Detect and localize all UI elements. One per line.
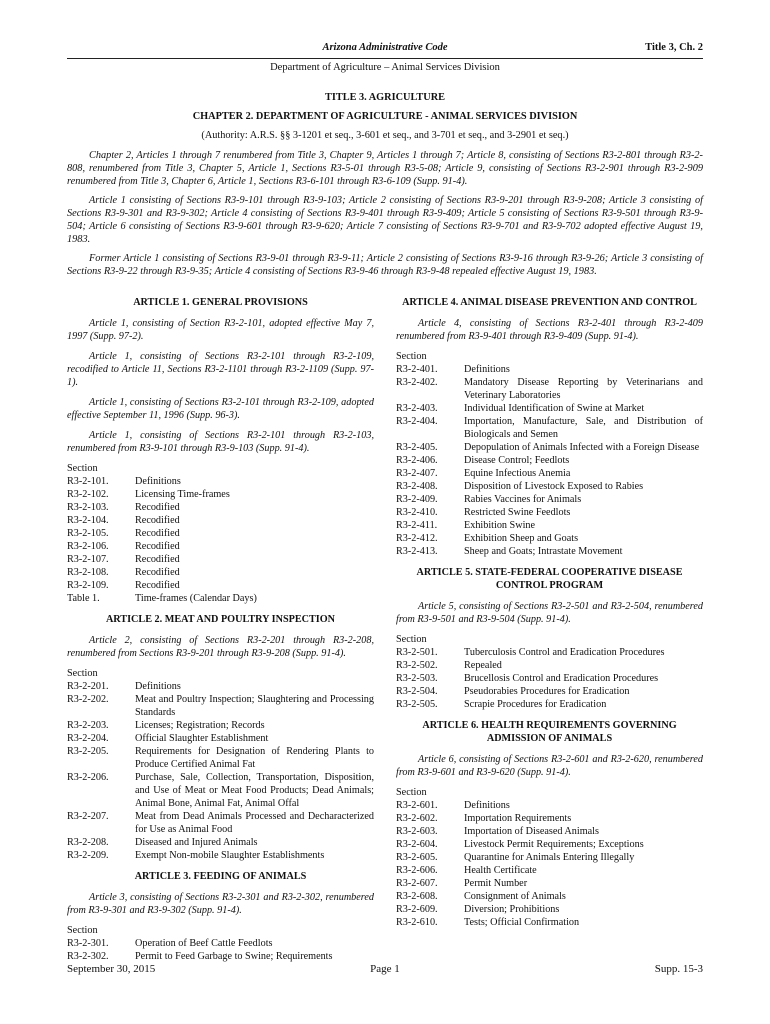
section-label: Section [67,668,98,679]
section-number: R3-2-607. [396,878,438,889]
section-title: Diversion; Prohibitions [464,904,560,915]
section-title: Exhibition Sheep and Goats [464,533,579,544]
section-number: R3-2-302. [67,951,109,962]
section-title: Importation of Diseased Animals [464,826,599,837]
department-line: Department of Agriculture – Animal Services Division [270,62,500,73]
section-title: Permit to Feed Garbage to Swine; Requirements [135,951,333,962]
section-number: R3-2-208. [67,837,109,848]
right-column [396,296,703,937]
section-title: Mandatory Disease Reporting by Veterinarians and Veterinary Laboratories [464,377,703,401]
section-title: Requirements for Designation of Rendering Plants to Produce Certified Animal Fat [135,746,374,770]
section-title: Brucellosis Control and Eradication Procedures [464,673,659,684]
section-title: Exhibition Swine [464,520,536,531]
section-number: R3-2-606. [396,865,438,876]
section-row [396,890,703,903]
section-number: R3-2-407. [396,468,438,479]
section-row [396,493,703,506]
section-number: R3-2-502. [396,660,438,671]
section-row [396,825,703,838]
section-row [67,553,374,566]
article-note: Article 1, consisting of Sections R3-2-101 through R3-2-103, renumbered from R3-9-101 through R3-9-103 (Supp. 91-4). [67,430,374,454]
section-row [396,916,703,929]
section-number: R3-2-203. [67,720,109,731]
section-row [396,659,703,672]
section-label: Section [67,463,98,474]
section-number: R3-2-104. [67,515,109,526]
section-row [396,864,703,877]
running-header [67,42,703,59]
article-heading: ARTICLE 5. STATE-FEDERAL COOPERATIVE DISEASE CONTROL PROGRAM [416,567,683,591]
section-title: Depopulation of Animals Infected with a Foreign Disease [464,442,700,453]
section-row [396,672,703,685]
section-row [67,475,374,488]
section-number: R3-2-201. [67,681,109,692]
article-note: Article 1, consisting of Section R3-2-101, adopted effective May 7, 1997 (Supp. 97-2). [67,318,374,342]
section-title: Pseudorabies Procedures for Eradication [464,686,630,697]
section-title: Meat from Dead Animals Processed and Decharacterized for Use as Animal Food [135,811,374,835]
section-title: Permit Number [464,878,528,889]
section-title: Definitions [464,800,510,811]
editorial-note: Former Article 1 consisting of Sections R3-9-01 through R3-9-11; Article 2 consisting of Sections R3-9-16 through R3-9-26; Article 3 consisting of Sections R3-9-22 through R3-9-35; Article 4 consisting of Sections R3-9-46 through R3-9-48 repealed effective August 19, 1983. [67,253,703,277]
section-row [67,514,374,527]
section-row [67,836,374,849]
section-title: Licenses; Registration; Records [135,720,265,731]
article-heading: ARTICLE 3. FEEDING OF ANIMALS [134,871,307,882]
section-row [396,685,703,698]
authority-line: (Authority: A.R.S. §§ 3-1201 et seq., 3-601 et seq., and 3-701 et seq., and 3-2901 et seq.) [201,130,569,141]
section-title: Purchase, Sale, Collection, Transportation, Disposition, and Use of Meat or Meat Food Products; Dead Animals; Animal Bone, Animal Fat, Animal Offal [135,772,374,809]
section-title: Rabies Vaccines for Animals [464,494,582,505]
section-number: R3-2-301. [67,938,109,949]
section-title: Importation Requirements [464,813,572,824]
section-number: R3-2-202. [67,694,109,705]
section-title: Recodified [135,580,180,591]
section-title: Operation of Beef Cattle Feedlots [135,938,273,949]
section-title: Recodified [135,502,180,513]
section-title: Tuberculosis Control and Eradication Procedures [464,647,665,658]
article-heading: ARTICLE 6. HEALTH REQUIREMENTS GOVERNING ADMISSION OF ANIMALS [422,720,677,744]
section-number: R3-2-505. [396,699,438,710]
section-title: Restricted Swine Feedlots [464,507,571,518]
section-title: Consignment of Animals [464,891,566,902]
title-heading: TITLE 3. AGRICULTURE [324,92,446,103]
section-title: Definitions [464,364,510,375]
section-list [67,937,374,963]
section-number: R3-2-206. [67,772,109,783]
section-number: R3-2-101. [67,476,109,487]
section-row [67,950,374,963]
section-number: R3-2-605. [396,852,438,863]
section-row [67,488,374,501]
section-number: R3-2-409. [396,494,438,505]
section-title: Equine Infectious Anemia [464,468,571,479]
section-title: Individual Identification of Swine at Market [464,403,645,414]
section-row [67,527,374,540]
section-row [67,937,374,950]
code-title: Arizona Administrative Code [322,42,448,53]
section-title: Disposition of Livestock Exposed to Rabies [464,481,644,492]
section-row [396,545,703,558]
section-title: Time-frames (Calendar Days) [135,593,257,604]
section-row [396,506,703,519]
section-row [396,454,703,467]
section-row [396,698,703,711]
section-number: R3-2-408. [396,481,438,492]
section-row [396,838,703,851]
section-number: R3-2-106. [67,541,109,552]
section-title: Definitions [135,476,181,487]
supplement-number: Supp. 15-3 [654,963,703,975]
section-row [396,812,703,825]
section-number: R3-2-503. [396,673,438,684]
section-title: Exempt Non-mobile Slaughter Establishments [135,850,325,861]
section-number: R3-2-411. [396,520,438,531]
section-number: R3-2-105. [67,528,109,539]
section-number: R3-2-609. [396,904,438,915]
section-title: Recodified [135,528,180,539]
section-list [396,363,703,558]
section-row [67,745,374,771]
section-number: R3-2-602. [396,813,438,824]
article-note: Article 1, consisting of Sections R3-2-101 through R3-2-109, adopted effective September 11, 1996 (Supp. 96-3). [67,397,374,421]
article-note: Article 4, consisting of Sections R3-2-401 through R3-2-409 renumbered from R3-9-401 through R3-9-409 (Supp. 91-4). [396,318,703,342]
section-title: Tests; Official Confirmation [464,917,580,928]
section-row [67,579,374,592]
article-note: Article 3, consisting of Sections R3-2-301 and R3-2-302, renumbered from R3-9-301 and R3-9-302 (Supp. 91-4). [67,892,374,916]
section-row [396,441,703,454]
section-number: R3-2-604. [396,839,438,850]
article-note: Article 2, consisting of Sections R3-2-201 through R3-2-208, renumbered from Sections R3-9-201 through R3-9-208 (Supp. 91-4). [67,635,374,659]
section-title: Health Certificate [464,865,537,876]
section-row [67,501,374,514]
section-label: Section [67,925,98,936]
section-list [396,646,703,711]
section-row [396,480,703,493]
section-row [67,849,374,862]
article-heading: ARTICLE 2. MEAT AND POULTRY INSPECTION [105,614,336,625]
section-number: R3-2-501. [396,647,438,658]
section-number: R3-2-404. [396,416,438,427]
section-number: R3-2-603. [396,826,438,837]
section-title: Disease Control; Feedlots [464,455,570,466]
section-list [67,680,374,862]
section-title: Meat and Poultry Inspection; Slaughtering and Processing Standards [135,694,374,718]
page-number: Page 1 [370,963,400,975]
section-title: Sheep and Goats; Intrastate Movement [464,546,623,557]
footer-date: September 30, 2015 [67,963,156,975]
section-row [396,646,703,659]
section-title: Recodified [135,515,180,526]
section-row [396,851,703,864]
section-number: R3-2-504. [396,686,438,697]
section-title: Recodified [135,567,180,578]
section-number: R3-2-608. [396,891,438,902]
article-heading: ARTICLE 1. GENERAL PROVISIONS [133,297,308,308]
section-row [396,402,703,415]
section-row [67,732,374,745]
section-title: Diseased and Injured Animals [135,837,258,848]
section-row [67,592,374,605]
section-number: R3-2-108. [67,567,109,578]
section-label: Section [396,351,427,362]
article-note: Article 5, consisting of Sections R3-2-501 and R3-2-504, renumbered from R3-9-501 and R3-9-504 (Supp. 91-4). [396,601,703,625]
section-row [396,415,703,441]
section-label: Section [396,787,427,798]
section-row [67,540,374,553]
section-list [396,799,703,929]
section-title: Quarantine for Animals Entering Illegally [464,852,635,863]
section-row [396,903,703,916]
section-title: Official Slaughter Establishment [135,733,269,744]
section-title: Recodified [135,554,180,565]
section-row [396,519,703,532]
left-column [67,296,374,971]
section-number: R3-2-401. [396,364,438,375]
article-note: Article 6, consisting of Sections R3-2-601 and R3-2-620, renumbered from R3-9-601 and R3-9-620 (Supp. 91-4). [396,754,703,778]
section-number: R3-2-107. [67,554,109,565]
chapter-heading-block [67,91,703,284]
section-number: R3-2-610. [396,917,438,928]
article-note: Article 1, consisting of Sections R3-2-101 through R3-2-109, recodified to Article 11, Sections R3-2-1101 through R3-2-1109 (Supp. 97-1). [67,351,374,388]
section-label: Section [396,634,427,645]
section-row [396,467,703,480]
section-row [396,532,703,545]
section-number: R3-2-413. [396,546,438,557]
section-number: R3-2-402. [396,377,438,388]
section-row [396,376,703,402]
section-title: Repealed [464,660,502,671]
section-number: R3-2-204. [67,733,109,744]
section-number: R3-2-406. [396,455,438,466]
section-title: Licensing Time-frames [135,489,230,500]
section-number: R3-2-109. [67,580,109,591]
section-number: Table 1. [67,593,100,604]
section-row [67,810,374,836]
section-number: R3-2-103. [67,502,109,513]
section-row [396,877,703,890]
section-row [67,680,374,693]
chapter-heading: CHAPTER 2. DEPARTMENT OF AGRICULTURE - ANIMAL SERVICES DIVISION [192,111,578,122]
section-list [67,475,374,605]
section-title: Recodified [135,541,180,552]
section-number: R3-2-403. [396,403,438,414]
section-row [67,771,374,810]
section-row [396,799,703,812]
section-number: R3-2-405. [396,442,438,453]
section-row [396,363,703,376]
section-number: R3-2-412. [396,533,438,544]
section-row [67,719,374,732]
section-title: Livestock Permit Requirements; Exceptions [464,839,644,850]
section-title: Scrapie Procedures for Eradication [464,699,607,710]
section-number: R3-2-209. [67,850,109,861]
section-title: Definitions [135,681,181,692]
section-number: R3-2-410. [396,507,438,518]
section-number: R3-2-207. [67,811,109,822]
editorial-note: Article 1 consisting of Sections R3-9-101 through R3-9-103; Article 2 consisting of Sections R3-9-201 through R3-9-208; Article 3 consisting of Sections R3-9-301 and R3-9-302; Article 4 consisting of Sections R3-9-401 through R3-9-409; Article 5 consisting of Sections R3-9-501 through R3-9-504; Article 6 consisting of Sections R3-9-601 through R3-9-620; Article 7 consisting of Sections R3-9-701 and R3-9-702 adopted effective August 19, 1983. [67,195,703,245]
chapter-ref: Title 3, Ch. 2 [645,42,703,53]
section-row [67,566,374,579]
section-number: R3-2-205. [67,746,109,757]
article-heading: ARTICLE 4. ANIMAL DISEASE PREVENTION AND CONTROL [402,297,697,308]
section-number: R3-2-601. [396,800,438,811]
editorial-note: Chapter 2, Articles 1 through 7 renumbered from Title 3, Chapter 9, Articles 1 through 7; Article 8, consisting of Sections R3-2-801 through R3-2-808, renumbered from Title 3, Chapter 5, Article 1, Sections R3-5-01 through R3-5-08; Article 9, consisting of Sections R3-2-901 through R3-2-909 renumbered from Title 3, Chapter 6, Article 1, Sections R3-6-101 through R3-6-109 (Supp. 91-4). [67,150,703,187]
section-row [67,693,374,719]
section-title: Importation, Manufacture, Sale, and Distribution of Biologicals and Semen [464,416,703,440]
section-number: R3-2-102. [67,489,109,500]
